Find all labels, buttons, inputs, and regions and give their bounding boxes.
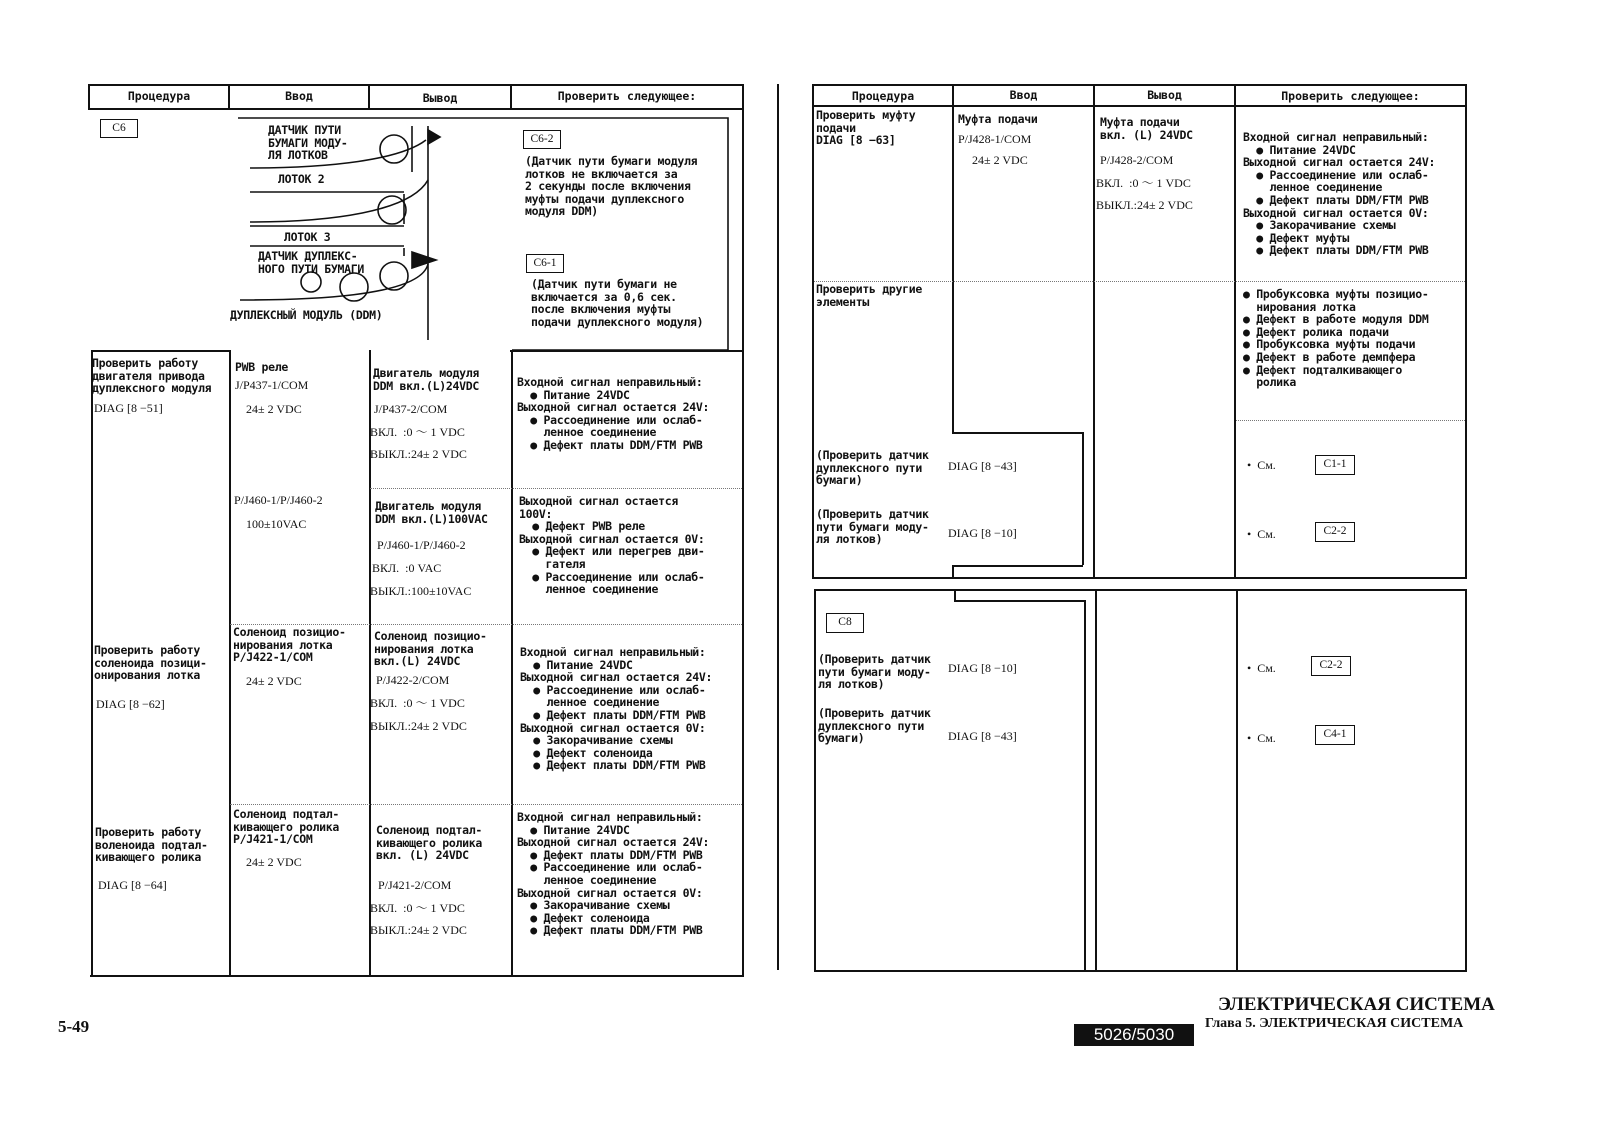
header-input: Ввод <box>285 89 313 103</box>
right-header-input: Ввод <box>1009 88 1038 102</box>
r-row1-output-b: P/J428-2/COM <box>1100 153 1174 167</box>
row1b-check: Выходной сигнал остается 100V: ● Дефект PWB реле Выходной сигнал остается 0V: ● Дефект или перегрев дви- гателя ● Рассоединение или ослаб- ленное соединение <box>519 494 705 597</box>
diagram-label-tray3: ЛОТОК 3 <box>284 230 331 244</box>
c6-1-label: C6-1 <box>526 254 564 273</box>
row2-diag: DIAG [8 −62] <box>96 697 165 711</box>
r-row2-procedure: Проверить другие элементы <box>816 282 922 309</box>
row2-input-a: Соленоид позицио- нирования лотка P/J422-1/COM <box>233 625 346 665</box>
c8-row2-procedure: (Проверить датчик дуплексного пути бумаги) <box>818 706 931 746</box>
row1b-input-b: 100±10VAC <box>246 517 307 531</box>
r-row3-see: • См. <box>1247 458 1276 472</box>
c6-2-label: C6-2 <box>523 130 561 149</box>
r-row4-procedure: (Проверить датчик пути бумаги моду- ля лотков) <box>816 507 929 547</box>
row2-output-c: ВКЛ. :0 ～ 1 VDC <box>370 696 465 710</box>
row1-output-a: Двигатель модуля DDM вкл.(L)24VDC <box>373 366 479 393</box>
right-header-check: Проверить следующее: <box>1281 89 1420 103</box>
page-number: 5-49 <box>58 1017 90 1036</box>
r-row3-diag: DIAG [8 −43] <box>948 459 1017 473</box>
model-badge: 5026/5030 <box>1074 1024 1194 1046</box>
c8-row2-diag: DIAG [8 −43] <box>948 729 1017 743</box>
section-title: ЭЛЕКТРИЧЕСКАЯ СИСТЕМА <box>1218 994 1495 1015</box>
r-row4-see: • См. <box>1247 527 1276 541</box>
c8-row1-procedure: (Проверить датчик пути бумаги моду- ля лотков) <box>818 652 931 692</box>
diagram-label-duplex-sensor: ДАТЧИК ДУПЛЕКС- НОГО ПУТИ БУМАГИ <box>258 249 364 276</box>
r-row1-input-c: 24± 2 VDC <box>972 153 1028 167</box>
row3-procedure: Проверить работу воленоида подтал- кивающего ролика <box>95 825 208 865</box>
row2-check: Входной сигнал неправильный: ● Питание 24VDC Выходной сигнал остается 24V: ● Рассоединение или ослаб- ленное соединение ● Дефект платы DDM/FTM PWB Выходной сигнал остается 0V: ● Закорачивание схемы ● Дефект соленоида ● Дефект платы DDM/FTM PWB <box>520 645 713 773</box>
row3-output-a: Соленоид подтал- кивающего ролика вкл. (L) 24VDC <box>376 823 482 863</box>
c6-label: C6 <box>100 119 138 138</box>
r-row1-input-b: P/J428-1/COM <box>958 132 1032 146</box>
r-row1-output-d: ВЫКЛ.:24± 2 VDC <box>1096 198 1193 212</box>
right-header-output: Вывод <box>1147 88 1182 102</box>
row2-output-d: ВЫКЛ.:24± 2 VDC <box>370 719 467 733</box>
c8-row1-diag: DIAG [8 −10] <box>948 661 1017 675</box>
r-row1-procedure: Проверить муфту подачи DIAG [8 −63] <box>816 108 916 148</box>
row1b-output-c: ВКЛ. :0 VAC <box>372 561 442 575</box>
row1-check: Входной сигнал неправильный: ● Питание 24VDC Выходной сигнал остается 24V: ● Рассоединение или ослаб- ленное соединение ● Дефект платы DDM/FTM PWB <box>517 375 710 452</box>
row1-procedure: Проверить работу двигателя привода дуплексного модуля <box>92 356 212 396</box>
page-gutter-line <box>777 84 779 970</box>
r-row4-ref-box: C2-2 <box>1315 522 1355 542</box>
c8-label: C8 <box>826 613 864 633</box>
row1-output-b: J/P437-2/COM <box>374 402 448 416</box>
header-procedure: Процедура <box>127 89 191 103</box>
diagram-label-duplex-module: ДУПЛЕКСНЫЙ МОДУЛЬ (DDM) <box>230 308 383 322</box>
r-row3-ref-box: C1-1 <box>1315 455 1355 475</box>
row1-diag: DIAG [8 −51] <box>94 401 163 415</box>
c8-row1-see: • См. <box>1247 661 1276 675</box>
row1-input-b: J/P437-1/COM <box>235 378 309 392</box>
c6-2-description: (Датчик пути бумаги модуля лотков не включается за 2 секунды после включения муфты подачи дуплексного модуля DDM) <box>525 154 698 219</box>
row2-output-a: Соленоид позицио- нирования лотка вкл.(L) 24VDC <box>374 629 487 669</box>
header-check: Проверить следующее: <box>557 89 697 103</box>
row3-input-a: Соленоид подтал- кивающего ролика P/J421-1/COM <box>233 807 339 847</box>
r-row4-diag: DIAG [8 −10] <box>948 526 1017 540</box>
row1-output-c: ВКЛ. :0 ～ 1 VDC <box>370 425 465 439</box>
row1-output-d: ВЫКЛ.:24± 2 VDC <box>370 447 467 461</box>
row1-input-a: PWB реле <box>235 360 288 374</box>
r-row1-output-a: Муфта подачи вкл. (L) 24VDC <box>1100 115 1193 142</box>
c8-row1-ref-box: C2-2 <box>1311 656 1351 676</box>
r-row3-procedure: (Проверить датчик дуплексного пути бумаги) <box>816 448 929 488</box>
row3-output-c: ВКЛ. :0 ～ 1 VDC <box>370 901 465 915</box>
right-header-procedure: Процедура <box>851 89 915 103</box>
c8-row2-see: • См. <box>1247 731 1276 745</box>
row3-output-d: ВЫКЛ.:24± 2 VDC <box>370 923 467 937</box>
r-row1-check: Входной сигнал неправильный: ● Питание 24VDC Выходной сигнал остается 24V: ● Рассоединение или ослаб- ленное соединение ● Дефект платы DDM/FTM PWB Выходной сигнал остается 0V: ● Закорачивание схемы ● Дефект муфты ● Дефект платы DDM/FTM PWB <box>1243 130 1436 258</box>
row1b-input-a: P/J460-1/P/J460-2 <box>234 493 323 507</box>
r-row1-output-c: ВКЛ. :0 ～ 1 VDC <box>1096 176 1191 190</box>
row3-diag: DIAG [8 −64] <box>98 878 167 892</box>
row1-input-c: 24± 2 VDC <box>246 402 302 416</box>
diagram-label-tray2: ЛОТОК 2 <box>278 172 325 186</box>
row3-output-b: P/J421-2/COM <box>378 878 452 892</box>
row1b-output-d: ВЫКЛ.:100±10VAC <box>370 584 472 598</box>
row2-output-b: P/J422-2/COM <box>376 673 450 687</box>
row3-input-b: 24± 2 VDC <box>246 855 302 869</box>
c6-1-description: (Датчик пути бумаги не включается за 0,6 сек. после включения муфты подачи дуплексного модуля) <box>531 277 704 329</box>
row2-input-b: 24± 2 VDC <box>246 674 302 688</box>
diagram-label-tray-sensor: ДАТЧИК ПУТИ БУМАГИ МОДУ- ЛЯ ЛОТКОВ <box>268 123 348 163</box>
r-row2-check: ● Пробуксовка муфты позицио- нирования лотка ● Дефект в работе модуля DDM ● Дефект ролика подачи ● Пробуксовка муфты подачи ● Дефект в работе демпфера ● Дефект подталкивающего ролика <box>1243 287 1429 390</box>
header-output: Вывод <box>422 91 458 105</box>
row3-check: Входной сигнал неправильный: ● Питание 24VDC Выходной сигнал остается 24V: ● Дефект платы DDM/FTM PWB ● Рассоединение или ослаб- ленное соединение Выходной сигнал остается 0V: ● Закорачивание схемы ● Дефект соленоида ● Дефект платы DDM/FTM PWB <box>517 810 710 938</box>
c8-row2-ref-box: C4-1 <box>1315 725 1355 745</box>
row1b-output-b: P/J460-1/P/J460-2 <box>377 538 466 552</box>
chapter-title: Глава 5. ЭЛЕКТРИЧЕСКАЯ СИСТЕМА <box>1205 1016 1464 1031</box>
r-row1-input-a: Муфта подачи <box>958 112 1038 126</box>
row1b-output-a: Двигатель модуля DDM вкл.(L)100VAC <box>375 499 488 526</box>
row2-procedure: Проверить работу соленоида позици- онирования лотка <box>94 643 207 683</box>
